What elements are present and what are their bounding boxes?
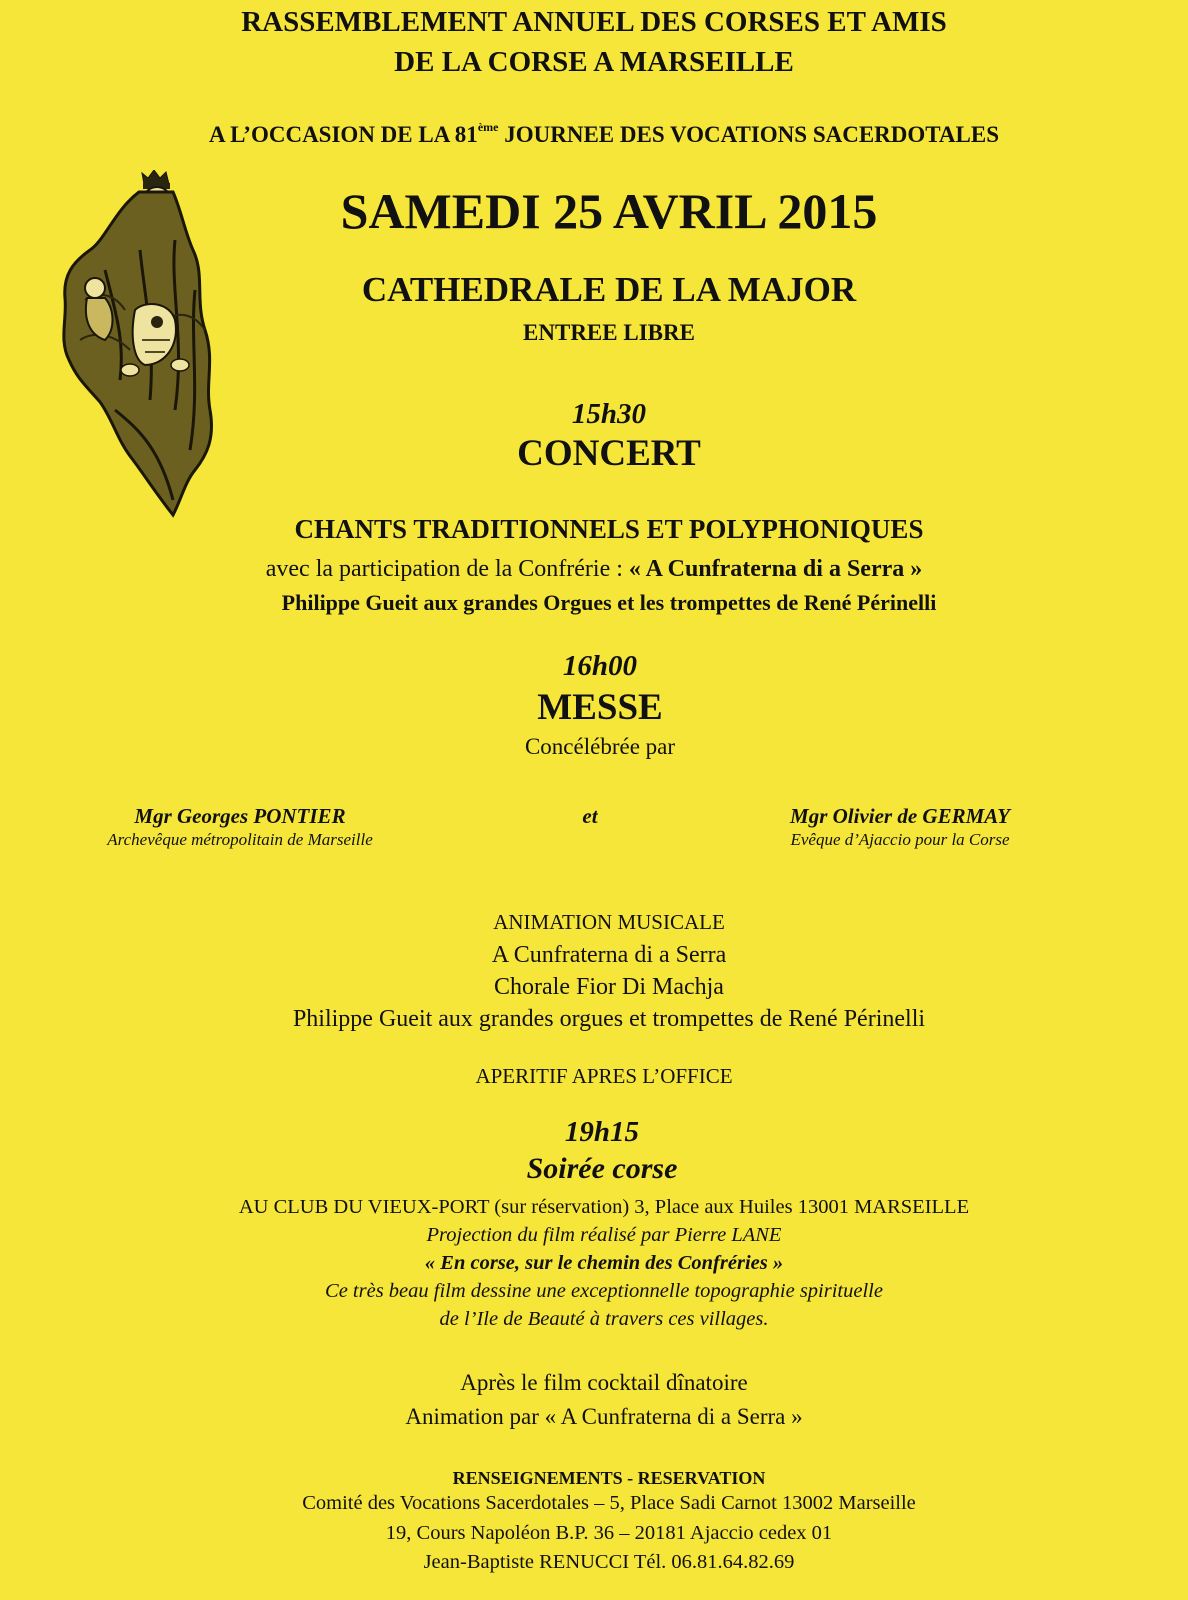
after-film-2: Animation par « A Cunfraterna di a Serra » (405, 1404, 803, 1429)
celebrant-1-role: Archevêque métropolitain de Marseille (107, 830, 373, 849)
concert-participation (0, 556, 1188, 583)
film-description-1: Ce très beau film dessine une exceptionnelle topographie spirituelle (325, 1280, 883, 1302)
celebrant-2 (720, 804, 1080, 850)
event-title-line1: RASSEMBLEMENT ANNUEL DES CORSES ET AMIS (241, 6, 947, 38)
occasion-line (0, 120, 1188, 148)
participation-prefix: avec la participation de la Confrérie : (265, 556, 629, 582)
film-title: « En corse, sur le chemin des Confréries » (424, 1252, 784, 1274)
film-description-2: de l’Ile de Beauté à travers ces villages. (439, 1308, 769, 1330)
concert-title: CONCERT (517, 433, 701, 474)
occasion-suffix: JOURNEE DES VOCATIONS SACERDOTALES (498, 122, 1000, 147)
mass-title: MESSE (537, 687, 663, 728)
mass-celebrated-by: Concélébrée par (524, 734, 676, 759)
occasion-prefix: A L’OCCASION DE LA 81 (208, 122, 478, 147)
event-title-line2: DE LA CORSE A MARSEILLE (394, 46, 794, 78)
contact-line-1: Comité des Vocations Sacerdotales – 5, Place Sadi Carnot 13002 Marseille (302, 1492, 916, 1514)
concert-performers: Philippe Gueit aux grandes Orgues et les trompettes de René Périnelli (281, 590, 937, 615)
evening-location: AU CLUB DU VIEUX-PORT (sur réservation) 3, Place aux Huiles 13001 MARSEILLE (238, 1196, 970, 1218)
music-heading: ANIMATION MUSICALE (493, 910, 725, 934)
participation-name: « A Cunfraterna di a Serra » (628, 556, 923, 582)
concert-subtitle: CHANTS TRADITIONNELS ET POLYPHONIQUES (294, 514, 924, 544)
aperitif-note: APERITIF APRES L’OFFICE (475, 1064, 733, 1088)
music-line-3: Philippe Gueit aux grandes orgues et trompettes de René Périnelli (292, 1006, 926, 1032)
celebrant-1-name: Mgr Georges PONTIER (134, 804, 346, 828)
concert-time: 15h30 (571, 398, 647, 430)
venue-name: CATHEDRALE DE LA MAJOR (361, 270, 857, 309)
evening-time: 19h15 (564, 1116, 640, 1148)
after-film-1: Après le film cocktail dînatoire (460, 1370, 748, 1395)
celebrant-2-name: Mgr Olivier de GERMAY (790, 804, 1010, 828)
mass-time: 16h00 (562, 650, 638, 682)
event-date: SAMEDI 25 AVRIL 2015 (340, 183, 878, 239)
celebrant-2-role: Evêque d’Ajaccio pour la Corse (790, 830, 1010, 849)
film-intro: Projection du film réalisé par Pierre LANE (426, 1224, 782, 1246)
contact-heading: RENSEIGNEMENTS - RESERVATION (452, 1468, 766, 1488)
contact-line-3: Jean-Baptiste RENUCCI Tél. 06.81.64.82.69 (423, 1551, 795, 1573)
contact-line-2: 19, Cours Napoléon B.P. 36 – 20181 Ajaccio cedex 01 (385, 1522, 833, 1544)
celebrant-conjunction: et (582, 804, 598, 828)
music-line-2: Chorale Fior Di Machja (494, 974, 724, 1000)
entry-info: ENTREE LIBRE (523, 320, 695, 345)
occasion-superscript: ème (477, 120, 499, 134)
evening-title: Soirée corse (526, 1152, 678, 1185)
celebrant-1 (60, 804, 420, 850)
music-line-1: A Cunfraterna di a Serra (491, 942, 727, 968)
